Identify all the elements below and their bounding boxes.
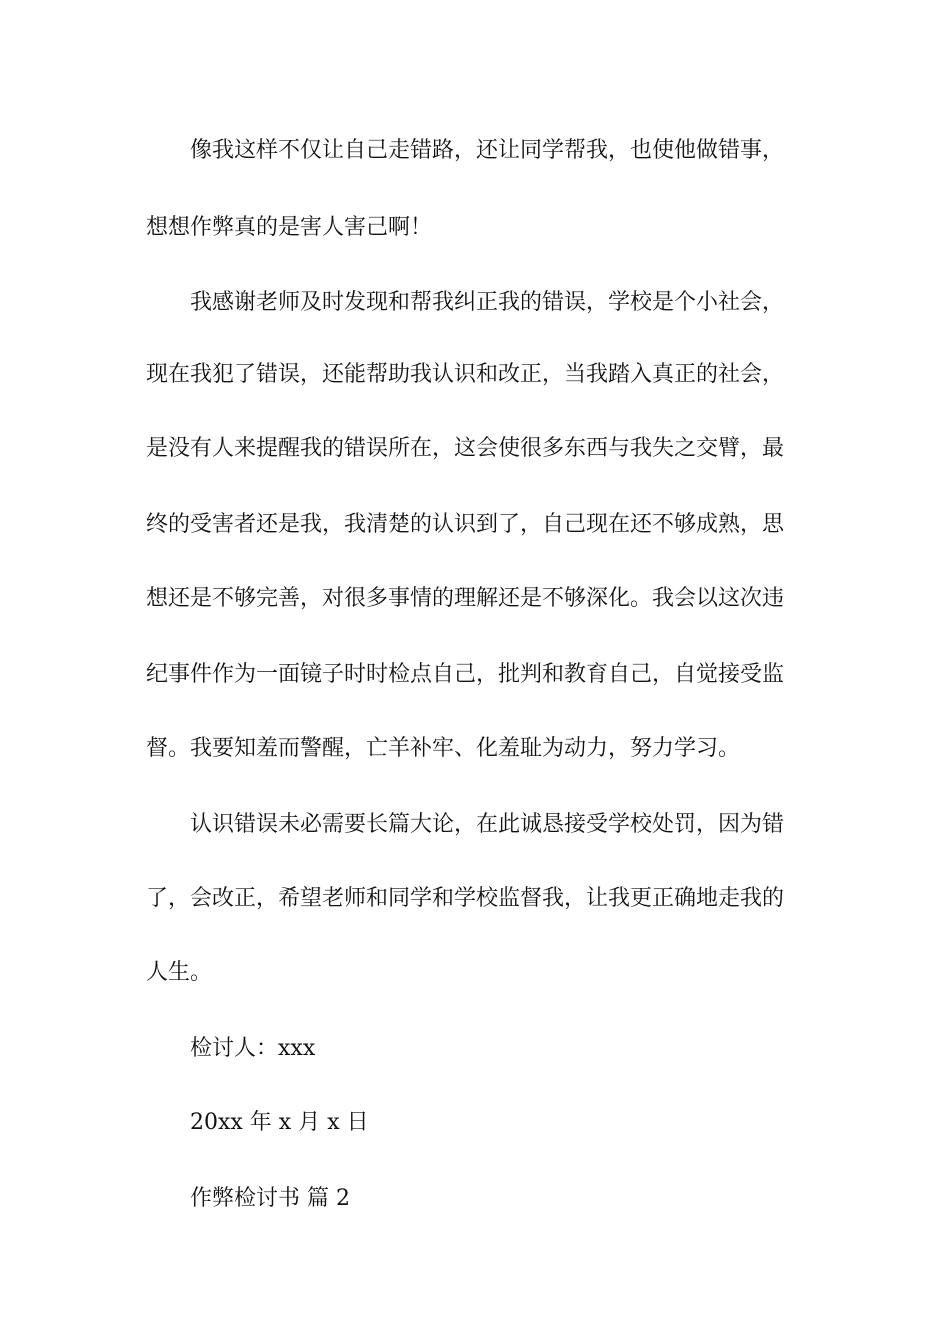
paragraph-line: 像我这样不仅让自己走错路，还让同学帮我，也使他做错事， [190,138,785,163]
paragraph-line: 了，会改正，希望老师和同学和学校监督我，让我更正确地走我的 [146,886,785,911]
paragraph-line: 纪事件作为一面镜子时时检点自己，批判和教育自己，自觉接受监 [146,662,785,687]
signature-line: 检讨人：xxx [190,1036,316,1061]
paragraph-line: 现在我犯了错误，还能帮助我认识和改正，当我踏入真正的社会， [146,362,785,387]
paragraph-line: 想还是不够完善，对很多事情的理解还是不够深化。我会以这次违 [146,586,785,611]
paragraph-line: 认识错误未必需要长篇大论，在此诚恳接受学校处罚，因为错 [190,812,785,837]
paragraph-line: 是没有人来提醒我的错误所在，这会使很多东西与我失之交臂，最 [146,436,785,461]
paragraph-line: 终的受害者还是我，我清楚的认识到了，自己现在还不够成熟，思 [146,512,785,537]
paragraph-line: 我感谢老师及时发现和帮我纠正我的错误，学校是个小社会， [190,290,785,315]
paragraph-line: 人生。 [146,960,213,985]
section-heading: 作弊检讨书 篇 2 [190,1186,350,1211]
paragraph-line: 督。我要知羞而警醒，亡羊补牢、化羞耻为动力，努力学习。 [146,736,741,761]
date-line: 20xx 年 x 月 x 日 [190,1110,369,1135]
paragraph-line: 想想作弊真的是害人害己啊！ [146,215,433,240]
